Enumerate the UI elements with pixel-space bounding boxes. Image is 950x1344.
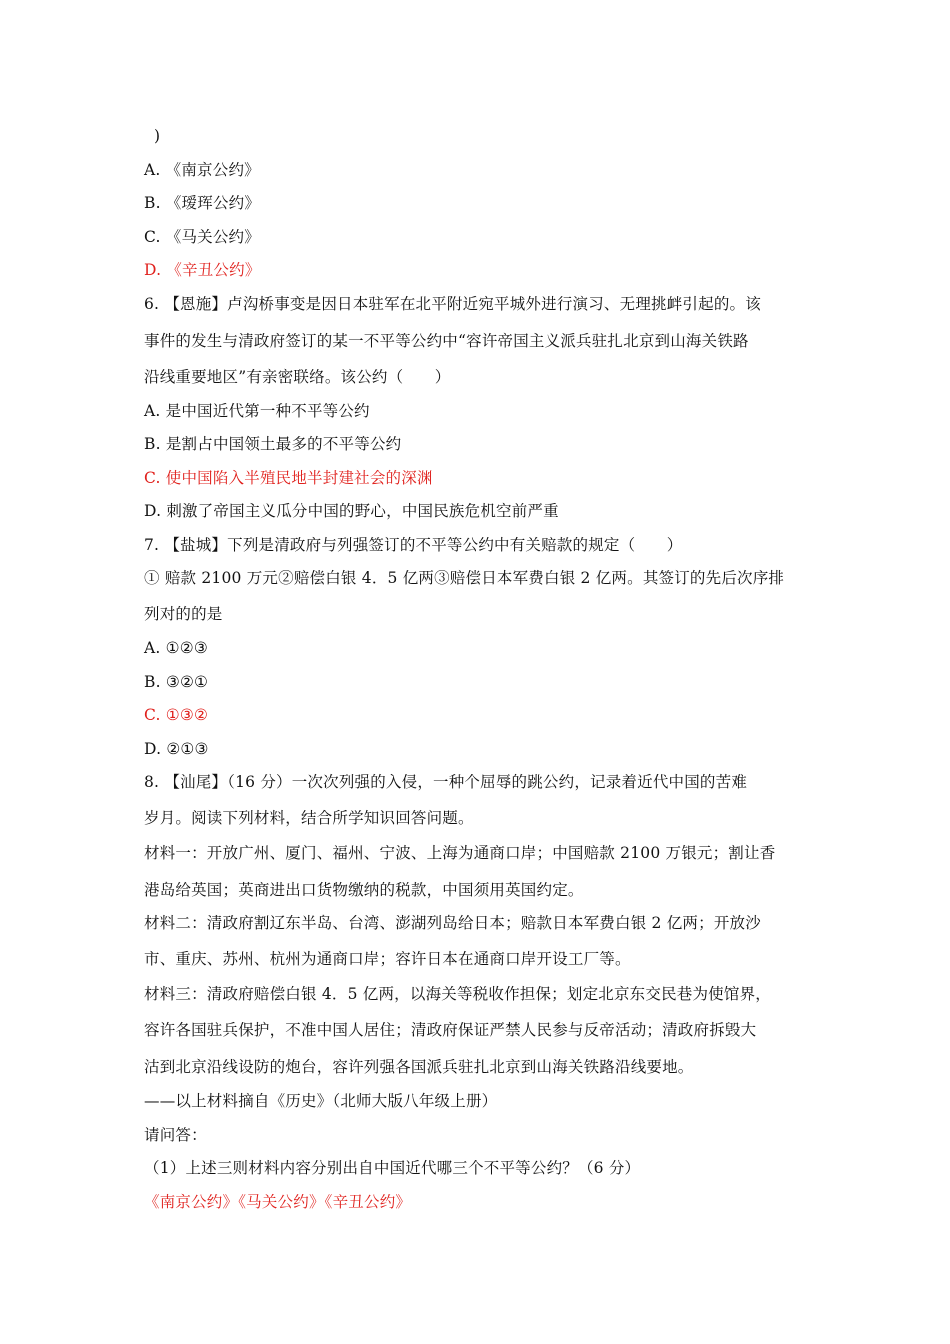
q7-option-b: B. ③②① [144,673,209,691]
material-1-line-1: 材料一：开放广州、厦门、福州、宁波、上海为通商口岸；中国赔款 2100 万银元；割让香 [144,844,776,862]
material-3-line-3: 沽到北京沿线设防的炮台，容许列强各国派兵驻扎北京到山海关铁路沿线要地。 [144,1058,694,1076]
question-8-line-1: 8. 【汕尾】（16 分）一次次列强的入侵，一种个屈辱的跳公约，记录着近代中国的苦难 [144,773,748,791]
q5-option-d-answer: D. 《辛丑公约》 [144,261,261,279]
question-6-line-2: 事件的发生与清政府签订的某一不平等公约中“容许帝国主义派兵驻扎北京到山海关铁路 [144,332,749,350]
please-answer: 请问答： [144,1126,207,1144]
material-1-line-2: 港岛给英国；英商进出口货物缴纳的税款，中国须用英国约定。 [144,881,584,899]
material-3-line-1: 材料三：清政府赔偿白银 4．5 亿两，以海关等税收作担保；划定北京东交民巷为使馆界， [144,985,771,1003]
q5-option-a: A. 《南京公约》 [144,161,260,179]
q6-option-a: A. 是中国近代第一种不平等公约 [144,402,370,420]
q7-option-d: D. ②①③ [144,740,209,758]
q5-option-c: C. 《马关公约》 [144,228,260,246]
q5-option-b: B. 《瑷珲公约》 [144,194,261,212]
question-7-line-1: 7. 【盐城】下列是清政府与列强签订的不平等公约中有关赔款的规定（ ） [144,536,683,554]
question-6-line-3: 沿线重要地区”有亲密联络。该公约（ ） [144,368,451,386]
sub-question-1: （1）上述三则材料内容分别出自中国近代哪三个不平等公约？（6 分） [144,1159,641,1177]
q6-option-c-answer: C. 使中国陷入半殖民地半封建社会的深渊 [144,469,433,487]
question-8-line-2: 岁月。阅读下列材料，结合所学知识回答问题。 [144,809,474,827]
material-2-line-1: 材料二：清政府割辽东半岛、台湾、澎湖列岛给日本；赔款日本军费白银 2 亿两；开放沙 [144,914,761,932]
source-citation: ——以上材料摘自《历史》（北师大版八年级上册） [144,1092,498,1110]
q6-option-b: B. 是割占中国领土最多的不平等公约 [144,435,402,453]
material-3-line-2: 容许各国驻兵保护，不准中国人居住；清政府保证严禁人民参与反帝活动；清政府拆毁大 [144,1021,757,1039]
material-2-line-2: 市、重庆、苏州、杭州为通商口岸；容许日本在通商口岸开设工厂等。 [144,950,631,968]
question-7-line-3: 列对的的是 [144,605,223,623]
sub-question-1-answer: 《南京公约》《马关公约》《辛丑公约》 [144,1193,412,1211]
q7-option-a: A. ①②③ [144,639,208,657]
q7-option-c-answer: C. ①③② [144,706,209,724]
question-5-closing-paren: ) [154,127,161,145]
q6-option-d: D. 刺激了帝国主义瓜分中国的野心，中国民族危机空前严重 [144,502,559,520]
question-6-line-1: 6. 【恩施】卢沟桥事变是因日本驻军在北平附近宛平城外进行演习、无理挑衅引起的。该 [144,295,761,313]
question-7-line-2: ① 赔款 2100 万元②赔偿白银 4．5 亿两③赔偿日本军费白银 2 亿两。其签订的先后次序排 [144,569,785,587]
